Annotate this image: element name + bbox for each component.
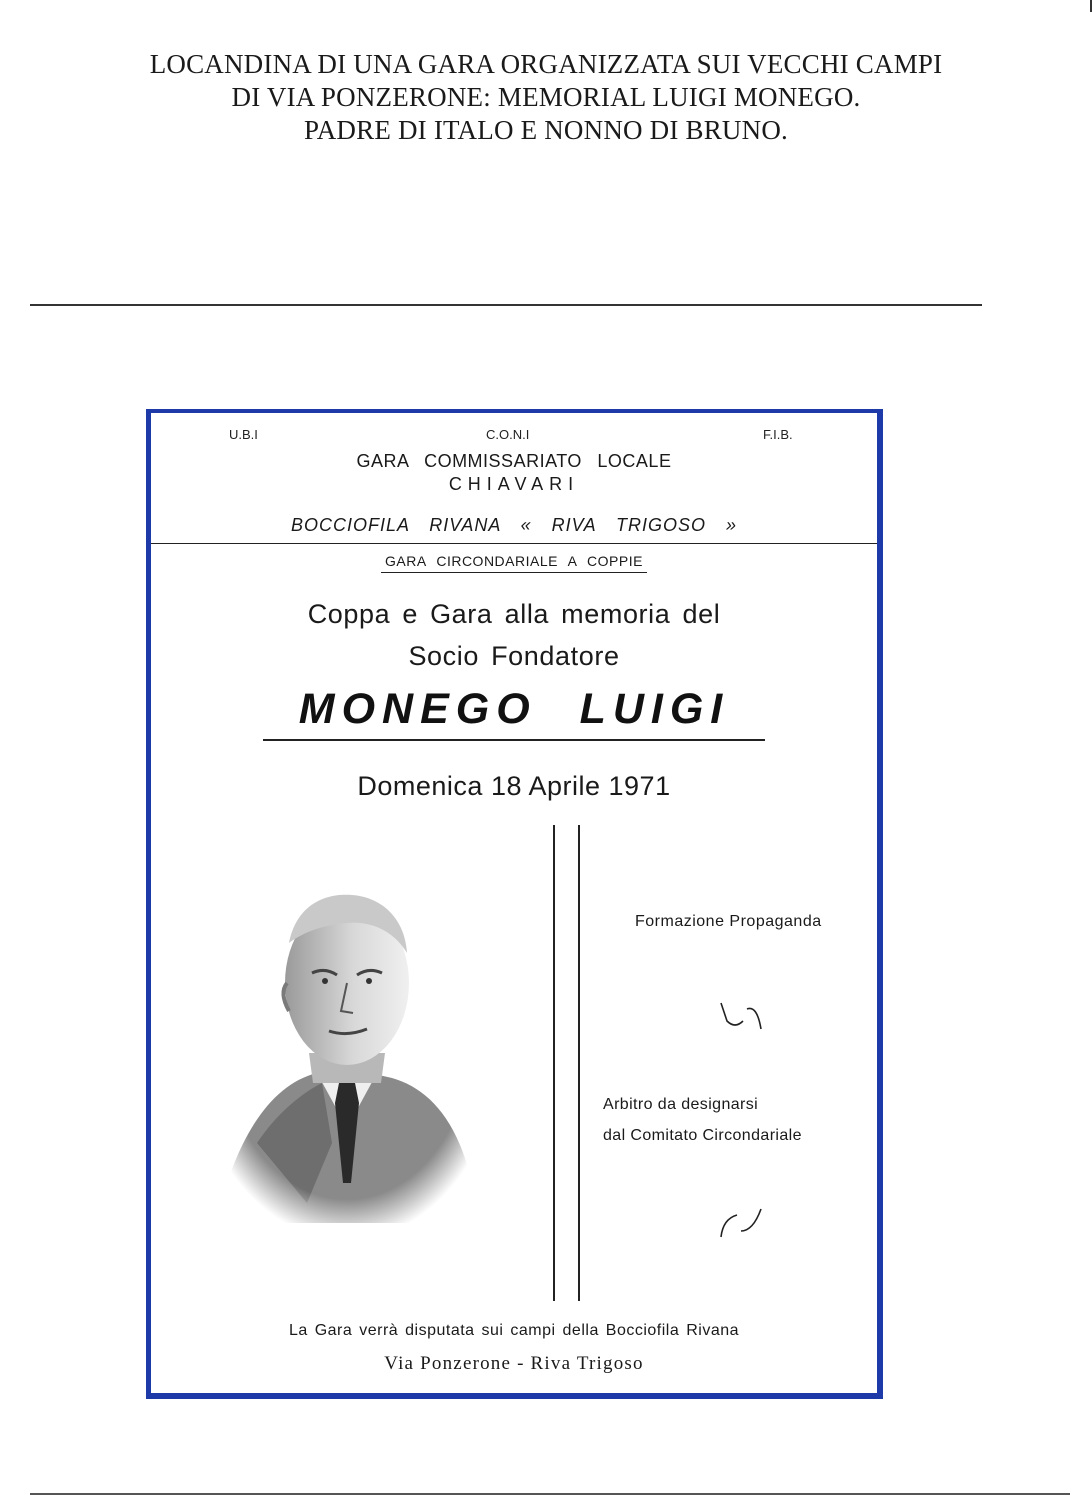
handwritten-mark — [717, 999, 767, 1039]
referee-note — [603, 1089, 802, 1151]
venue-note: La Gara verrà disputata sui campi della Bocciofila Rivana — [288, 1322, 740, 1339]
bottom-divider — [30, 1493, 1070, 1495]
committee-heading: GARA COMMISSARIATO LOCALE — [356, 451, 672, 471]
caption-line-2: DI VIA PONZERONE: MEMORIAL LUIGI MONEGO. — [231, 82, 861, 112]
column-divider-right — [578, 825, 580, 1301]
org-fib: F.I.B. — [763, 427, 793, 442]
dedication-line-1: Coppa e Gara alla memoria del — [307, 599, 721, 629]
page-caption — [0, 48, 1092, 147]
formation-label: Formazione Propaganda — [635, 913, 822, 930]
column-divider-left — [553, 825, 555, 1301]
portrait-photo — [217, 883, 477, 1223]
handwritten-mark — [717, 1203, 767, 1243]
referee-line-1: Arbitro da designarsi — [603, 1096, 759, 1113]
poster — [146, 409, 883, 1399]
city-heading: CHIAVARI — [448, 474, 580, 494]
caption-line-3: PADRE DI ITALO E NONNO DI BRUNO. — [304, 115, 788, 145]
competition-wrap — [151, 553, 877, 573]
club-name: BOCCIOFILA RIVANA « RIVA TRIGOSO » — [290, 515, 738, 535]
honoree-name: MONEGO LUIGI — [298, 685, 730, 733]
venue-address: Via Ponzerone - Riva Trigoso — [384, 1353, 644, 1374]
caption-line-1: LOCANDINA DI UNA GARA ORGANIZZATA SUI VECCHI CAMPI — [149, 49, 943, 79]
org-coni: C.O.N.I — [486, 427, 530, 442]
dedication-line-2: Socio Fondatore — [408, 641, 620, 671]
header-divider — [151, 543, 877, 544]
event-date: Domenica 18 Aprile 1971 — [357, 771, 671, 801]
org-ubi: U.B.I — [229, 427, 258, 442]
dedication — [151, 593, 877, 677]
referee-line-2: dal Comitato Circondariale — [603, 1127, 802, 1144]
honoree-underline — [263, 739, 765, 741]
top-divider — [30, 304, 982, 306]
competition-type: GARA CIRCONDARIALE A COPPIE — [381, 553, 647, 573]
